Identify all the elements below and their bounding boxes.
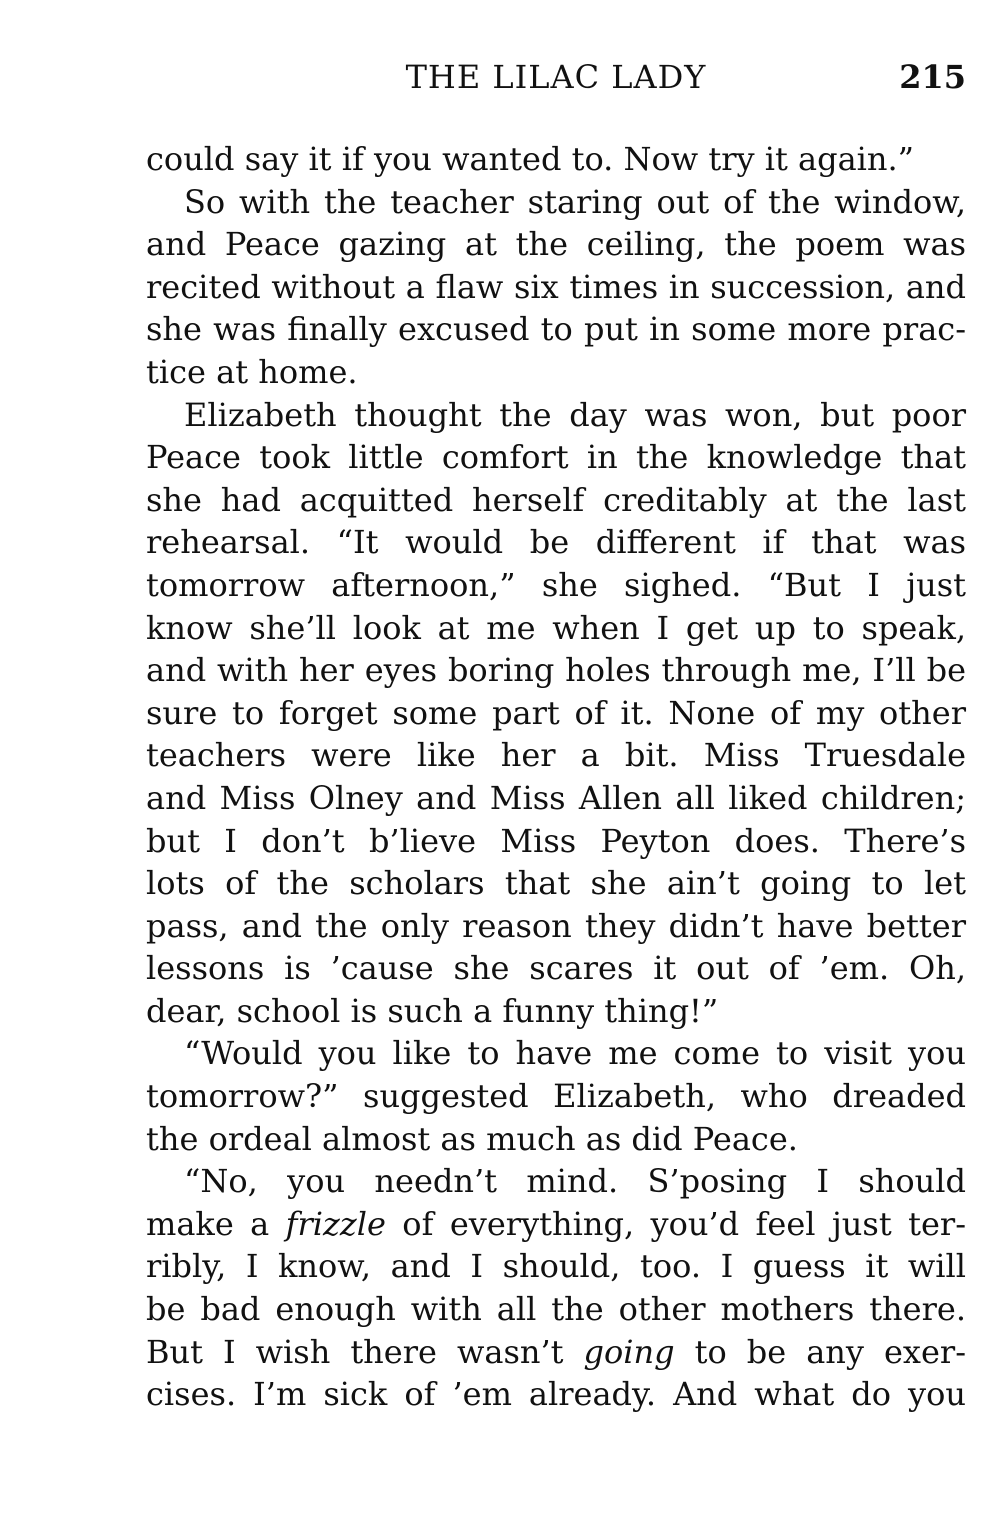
text-line: rehearsal. “It would be different if that was bbox=[146, 523, 966, 562]
text-line: sure to forget some part of it. None of my other bbox=[146, 693, 966, 732]
text-span: make a bbox=[146, 1204, 286, 1243]
text-line: So with the teacher staring out of the window, bbox=[184, 182, 966, 221]
text-line: tomorrow?” suggested Elizabeth, who dreaded bbox=[146, 1077, 966, 1116]
text-span: But I wish there wasn’t bbox=[146, 1332, 584, 1371]
text-line: lots of the scholars that she ain’t going to let bbox=[146, 864, 966, 903]
text-line: “Would you like to have me come to visit you bbox=[184, 1034, 966, 1073]
italic-word: frizzle bbox=[285, 1204, 386, 1243]
text-line: lessons is ’cause she scares it out of ’em. Oh, bbox=[146, 949, 966, 988]
text-line: Peace took little comfort in the knowledge that bbox=[146, 438, 966, 477]
text-line: and with her eyes boring holes through me, I’ll be bbox=[146, 651, 966, 690]
text-line: Elizabeth thought the day was won, but poor bbox=[184, 395, 966, 434]
text-line: pass, and the only reason they didn’t have better bbox=[146, 906, 966, 945]
text-line: ribly, I know, and I should, too. I guess it will bbox=[146, 1247, 966, 1286]
text-line: “No, you needn’t mind. S’posing I should bbox=[184, 1162, 966, 1201]
text-line: she had acquitted herself creditably at the last bbox=[146, 480, 966, 519]
text-line: but I don’t b’lieve Miss Peyton does. There’s bbox=[146, 821, 966, 860]
text-line: dear, school is such a funny thing!” bbox=[146, 991, 719, 1030]
italic-word: going bbox=[583, 1332, 675, 1371]
text-line: and Peace gazing at the ceiling, the poem was bbox=[146, 225, 966, 264]
text-line: tice at home. bbox=[146, 352, 358, 391]
text-line: recited without a flaw six times in succession, and bbox=[146, 267, 966, 306]
text-line bbox=[146, 1331, 966, 1374]
body-text bbox=[146, 138, 966, 1416]
page-number: 215 bbox=[899, 58, 966, 96]
text-line: the ordeal almost as much as did Peace. bbox=[146, 1119, 798, 1158]
text-line: know she’ll look at me when I get up to speak, bbox=[146, 608, 966, 647]
text-span: to be any exer- bbox=[674, 1332, 967, 1371]
text-line bbox=[146, 1203, 966, 1246]
text-line: be bad enough with all the other mothers there. bbox=[146, 1290, 966, 1329]
text-line: teachers were like her a bit. Miss Truesdale bbox=[146, 736, 966, 775]
text-line: she was finally excused to put in some more prac- bbox=[146, 310, 966, 349]
text-line: cises. I’m sick of ’em already. And what do you bbox=[146, 1375, 966, 1414]
text-line: tomorrow afternoon,” she sighed. “But I just bbox=[146, 565, 966, 604]
text-span: of everything, you’d feel just ter- bbox=[385, 1204, 967, 1243]
text-line: and Miss Olney and Miss Allen all liked children; bbox=[146, 778, 966, 817]
text-line: could say it if you wanted to. Now try it again.” bbox=[146, 140, 915, 178]
page-header bbox=[146, 58, 966, 102]
running-title: THE LILAC LADY bbox=[405, 58, 707, 96]
